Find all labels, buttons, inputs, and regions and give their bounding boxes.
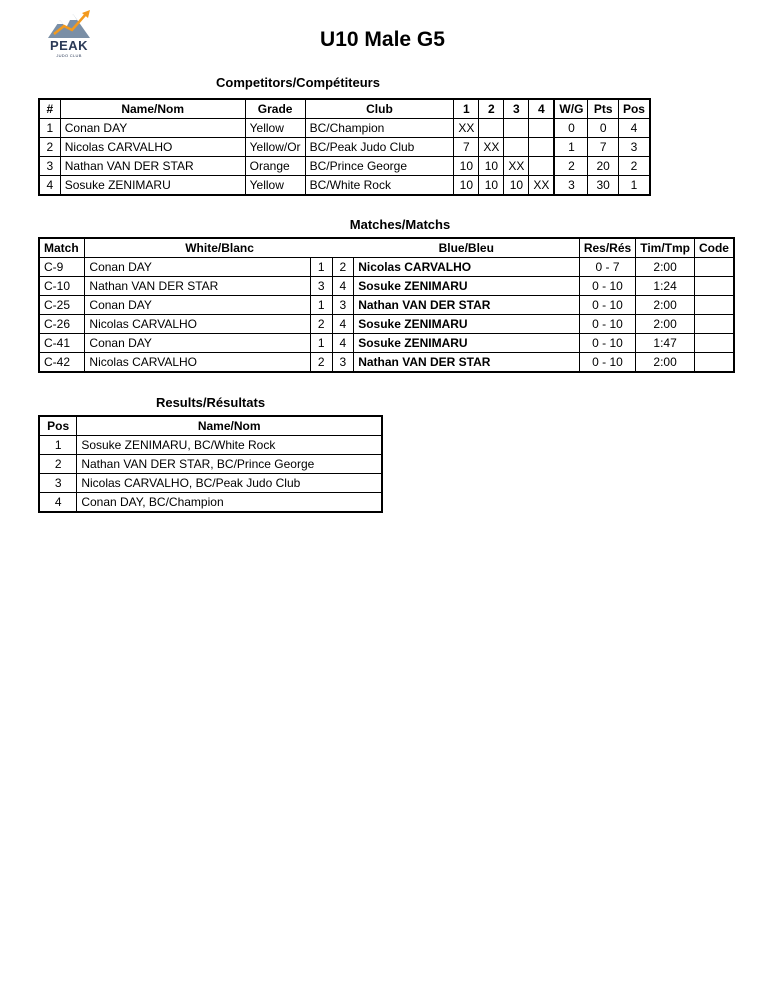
competitor-name: Conan DAY (60, 119, 245, 138)
white-competitor: Conan DAY (85, 258, 310, 277)
col-header-time: Tim/Tmp (636, 238, 695, 258)
blue-competitor: Nathan VAN DER STAR (354, 353, 580, 373)
blue-competitor: Sosuke ZENIMARU (354, 315, 580, 334)
result-position: 4 (39, 493, 77, 513)
competitor-number: 1 (39, 119, 60, 138)
match-id: C-41 (39, 334, 85, 353)
white-competitor: Nathan VAN DER STAR (85, 277, 310, 296)
results-header-row (39, 416, 382, 436)
bout-score-2 (479, 119, 504, 138)
match-row (39, 258, 734, 277)
blue-number: 4 (332, 315, 354, 334)
competitor-grade: Yellow/Or (245, 138, 305, 157)
col-header-position: Pos (618, 99, 650, 119)
col-header-white: White/Blanc (85, 238, 354, 258)
col-header-grade: Grade (245, 99, 305, 119)
competitor-wins: 1 (554, 138, 588, 157)
blue-number: 4 (332, 334, 354, 353)
match-id: C-9 (39, 258, 85, 277)
bout-score-4 (529, 157, 555, 176)
match-time: 2:00 (636, 353, 695, 373)
competitor-club: BC/Champion (305, 119, 454, 138)
competitor-points: 0 (588, 119, 619, 138)
competitor-row (39, 138, 650, 157)
blue-competitor: Nathan VAN DER STAR (354, 296, 580, 315)
blue-competitor: Nicolas CARVALHO (354, 258, 580, 277)
white-number: 3 (310, 277, 332, 296)
col-header-result: Res/Rés (579, 238, 635, 258)
match-time: 1:24 (636, 277, 695, 296)
match-id: C-26 (39, 315, 85, 334)
competitor-row (39, 157, 650, 176)
match-time: 2:00 (636, 258, 695, 277)
col-header-bout-2: 2 (479, 99, 504, 119)
col-header-name: Name/Nom (60, 99, 245, 119)
result-name: Conan DAY, BC/Champion (77, 493, 382, 513)
match-row (39, 296, 734, 315)
bout-score-1: 10 (454, 176, 479, 196)
result-row (39, 436, 382, 455)
white-competitor: Conan DAY (85, 334, 310, 353)
competitor-points: 7 (588, 138, 619, 157)
competitor-wins: 2 (554, 157, 588, 176)
result-row (39, 474, 382, 493)
blue-number: 2 (332, 258, 354, 277)
col-header-bout-3: 3 (504, 99, 529, 119)
match-result: 0 - 10 (579, 353, 635, 373)
white-number: 1 (310, 258, 332, 277)
competitor-grade: Yellow (245, 176, 305, 196)
match-result: 0 - 10 (579, 334, 635, 353)
bout-score-4 (529, 119, 555, 138)
col-header-name: Name/Nom (77, 416, 382, 436)
competitor-position: 1 (618, 176, 650, 196)
competitor-club: BC/Peak Judo Club (305, 138, 454, 157)
match-code (694, 277, 734, 296)
match-row (39, 334, 734, 353)
competitor-row (39, 176, 650, 196)
competitors-header-row (39, 99, 650, 119)
col-header-wins: W/G (554, 99, 588, 119)
col-header-match: Match (39, 238, 85, 258)
competitors-table (38, 98, 651, 196)
col-header-points: Pts (588, 99, 619, 119)
competitor-position: 2 (618, 157, 650, 176)
results-title: Results/Résultats (155, 395, 266, 410)
competitor-row (39, 119, 650, 138)
match-id: C-42 (39, 353, 85, 373)
competitor-name: Sosuke ZENIMARU (60, 176, 245, 196)
competitor-name: Nicolas CARVALHO (60, 138, 245, 157)
competitor-wins: 3 (554, 176, 588, 196)
white-competitor: Nicolas CARVALHO (85, 315, 310, 334)
col-header-bout-1: 1 (454, 99, 479, 119)
result-position: 1 (39, 436, 77, 455)
col-header-club: Club (305, 99, 454, 119)
competitor-grade: Orange (245, 157, 305, 176)
col-header-blue: Blue/Bleu (354, 238, 580, 258)
bout-score-4 (529, 138, 555, 157)
match-code (694, 258, 734, 277)
col-header-bout-4: 4 (529, 99, 555, 119)
result-name: Nicolas CARVALHO, BC/Peak Judo Club (77, 474, 382, 493)
bout-score-1: XX (454, 119, 479, 138)
blue-number: 3 (332, 353, 354, 373)
competitor-grade: Yellow (245, 119, 305, 138)
match-code (694, 296, 734, 315)
blue-number: 3 (332, 296, 354, 315)
results-table (38, 415, 383, 513)
bout-score-1: 10 (454, 157, 479, 176)
match-code (694, 334, 734, 353)
competitors-title: Competitors/Compétiteurs (216, 75, 380, 90)
matches-table (38, 237, 735, 373)
match-result: 0 - 10 (579, 296, 635, 315)
bout-score-3 (504, 119, 529, 138)
result-row (39, 493, 382, 513)
competitor-position: 3 (618, 138, 650, 157)
bout-score-2: 10 (479, 157, 504, 176)
bout-score-3 (504, 138, 529, 157)
match-code (694, 353, 734, 373)
white-competitor: Conan DAY (85, 296, 310, 315)
logo-subtitle: JUDO CLUB (56, 53, 82, 58)
bout-score-4: XX (529, 176, 555, 196)
match-code (694, 315, 734, 334)
match-id: C-10 (39, 277, 85, 296)
result-row (39, 455, 382, 474)
white-number: 1 (310, 296, 332, 315)
bout-score-3: 10 (504, 176, 529, 196)
logo-name: PEAK (49, 38, 89, 53)
matches-title: Matches/Matchs (349, 217, 451, 232)
white-competitor: Nicolas CARVALHO (85, 353, 310, 373)
result-position: 2 (39, 455, 77, 474)
bout-score-3: XX (504, 157, 529, 176)
competitor-number: 2 (39, 138, 60, 157)
blue-competitor: Sosuke ZENIMARU (354, 334, 580, 353)
match-id: C-25 (39, 296, 85, 315)
white-number: 1 (310, 334, 332, 353)
result-name: Sosuke ZENIMARU, BC/White Rock (77, 436, 382, 455)
bout-score-2: XX (479, 138, 504, 157)
competitor-number: 3 (39, 157, 60, 176)
match-row (39, 315, 734, 334)
match-result: 0 - 10 (579, 277, 635, 296)
matches-header-row (39, 238, 734, 258)
competitor-points: 30 (588, 176, 619, 196)
white-number: 2 (310, 315, 332, 334)
bout-score-1: 7 (454, 138, 479, 157)
result-position: 3 (39, 474, 77, 493)
competitor-position: 4 (618, 119, 650, 138)
white-number: 2 (310, 353, 332, 373)
competitor-points: 20 (588, 157, 619, 176)
result-name: Nathan VAN DER STAR, BC/Prince George (77, 455, 382, 474)
match-time: 2:00 (636, 296, 695, 315)
match-time: 2:00 (636, 315, 695, 334)
competitor-club: BC/White Rock (305, 176, 454, 196)
bout-score-2: 10 (479, 176, 504, 196)
match-result: 0 - 10 (579, 315, 635, 334)
blue-competitor: Sosuke ZENIMARU (354, 277, 580, 296)
match-time: 1:47 (636, 334, 695, 353)
page-title: U10 Male G5 (320, 28, 445, 51)
match-row (39, 353, 734, 373)
col-header-number: # (39, 99, 60, 119)
competitor-club: BC/Prince George (305, 157, 454, 176)
competitor-wins: 0 (554, 119, 588, 138)
col-header-code: Code (694, 238, 734, 258)
match-result: 0 - 7 (579, 258, 635, 277)
competitor-name: Nathan VAN DER STAR (60, 157, 245, 176)
col-header-position: Pos (39, 416, 77, 436)
competitor-number: 4 (39, 176, 60, 196)
blue-number: 4 (332, 277, 354, 296)
match-row (39, 277, 734, 296)
